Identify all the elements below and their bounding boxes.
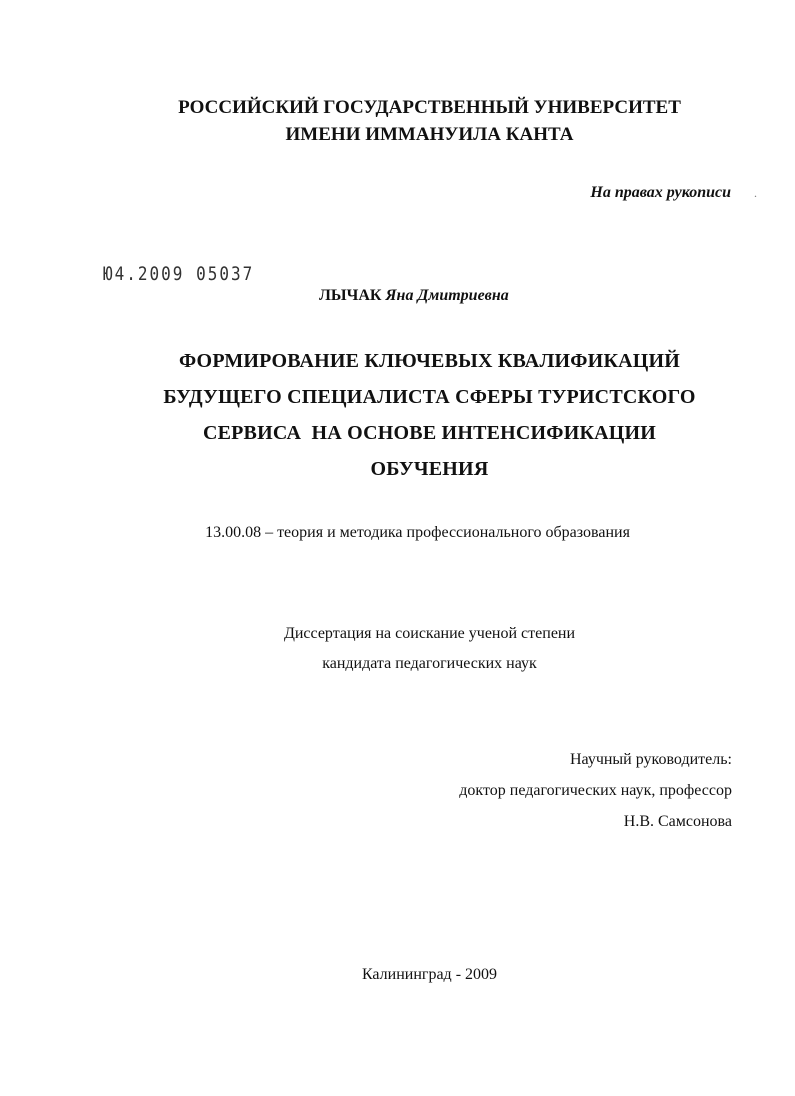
library-stamp-code: Ю4.2009 05037 (103, 262, 255, 285)
thesis-title-line-3: СЕРВИСА НА ОСНОВЕ ИНТЕНСИФИКАЦИИ (202, 422, 657, 444)
degree-line-2: кандидата педагогических наук (322, 655, 537, 672)
supervisor-label: Научный руководитель: (569, 751, 732, 768)
author-surname: ЛЫЧАК (319, 287, 382, 304)
supervisor-block (459, 744, 732, 837)
rights-notice: На правах рукописи (590, 184, 731, 201)
university-line-1: РОССИЙСКИЙ ГОСУДАРСТВЕННЫЙ УНИВЕРСИТЕТ (178, 97, 681, 118)
specialty-code: 13.00.08 – теория и методика профессионального образования (205, 524, 630, 541)
author-name: Яна Дмитриевна (385, 287, 509, 304)
supervisor-name: Н.В. Самсонова (623, 813, 732, 830)
thesis-title-line-2: БУДУЩЕГО СПЕЦИАЛИСТА СФЕРЫ ТУРИСТСКОГО (163, 386, 696, 408)
city-year: Калининград - 2009 (361, 966, 498, 983)
thesis-title-line-1: ФОРМИРОВАНИЕ КЛЮЧЕВЫХ КВАЛИФИКАЦИЙ (178, 350, 681, 372)
university-line-2: ИМЕНИ ИММАНУИЛА КАНТА (285, 124, 574, 145)
author (319, 287, 509, 305)
degree-line-1: Диссертация на соискание ученой степени (283, 625, 576, 642)
thesis-title (32, 343, 795, 487)
scan-mark: . (754, 186, 757, 200)
degree-statement (32, 619, 795, 679)
thesis-title-line-4: ОБУЧЕНИЯ (370, 458, 489, 480)
university-name (32, 94, 795, 148)
supervisor-position: доктор педагогических наук, профессор (459, 782, 732, 799)
